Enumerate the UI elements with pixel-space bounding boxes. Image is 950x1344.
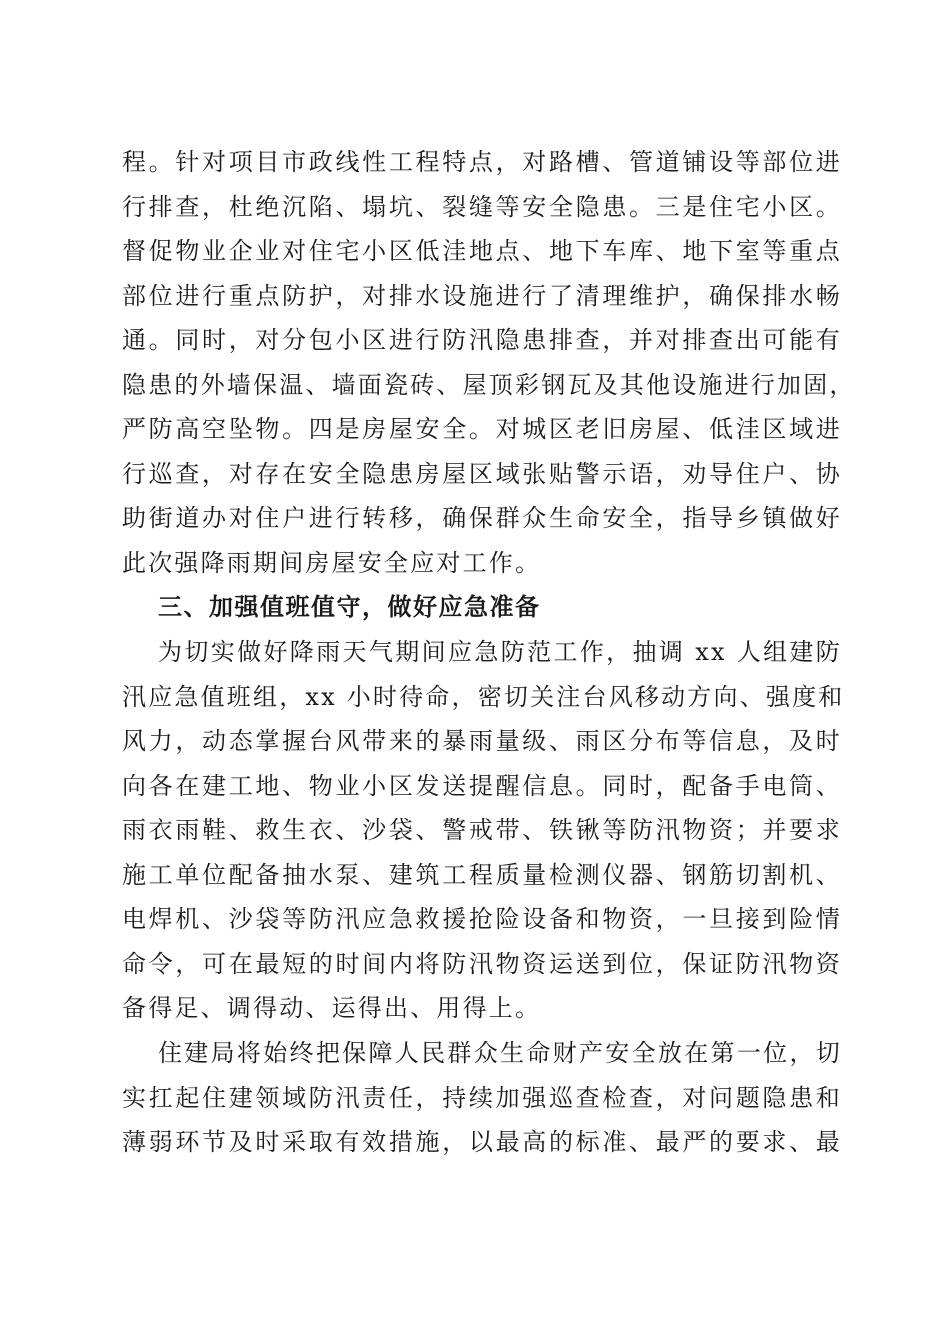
text-line: 此次强降雨期间房屋安全应对工作。 — [122, 548, 542, 577]
text-line: 助街道办对住户进行转移，确保群众生命安全，指导乡镇做好 — [122, 504, 842, 532]
text-line: 行排查，杜绝沉陷、塌坑、裂缝等安全隐患。三是住宅小区。 — [122, 192, 842, 221]
paragraph-emergency-preparation — [122, 630, 845, 1031]
paragraph-continuation — [122, 140, 856, 585]
text-line: 命令，可在最短的时间内将防汛物资运送到位，保证防汛物资 — [122, 949, 842, 978]
text-line: 行巡查，对存在安全隐患房屋区域张贴警示语，劝导住户、协 — [122, 459, 842, 488]
text-line: 薄弱环节及时采取有效措施，以最高的标准、最严的要求、最 — [122, 1128, 842, 1156]
heading-text: 三、加强值班值守，做好应急准备 — [158, 593, 541, 621]
text-line: 向各在建工地、物业小区发送提醒信息。同时，配备手电筒、 — [122, 771, 842, 800]
text-line: 通。同时，对分包小区进行防汛隐患排查，并对排查出可能有 — [122, 326, 842, 354]
text-line: 为切实做好降雨天气期间应急防范工作，抽调 xx 人组建防 — [158, 638, 842, 666]
text-line: 备得足、调得动、运得出、用得上。 — [122, 994, 542, 1022]
paragraph-conclusion — [122, 1031, 842, 1165]
text-line: 施工单位配备抽水泵、建筑工程质量检测仪器、钢筋切割机、 — [122, 860, 842, 889]
text-line: 严防高空坠物。四是房屋安全。对城区老旧房屋、低洼区域进 — [122, 415, 842, 443]
text-line: 住建局将始终把保障人民群众生命财产安全放在第一位，切 — [158, 1039, 842, 1067]
text-line: 实扛起住建领域防汛责任，持续加强巡查检查，对问题隐患和 — [122, 1083, 842, 1112]
section-heading — [122, 585, 842, 630]
text-line: 督促物业企业对住宅小区低洼地点、地下车库、地下室等重点 — [122, 237, 842, 265]
text-line: 部位进行重点防护，对排水设施进行了清理维护，确保排水畅 — [122, 281, 842, 310]
text-line: 汛应急值班组，xx 小时待命，密切关注台风移动方向、强度和 — [122, 682, 845, 711]
text-line: 隐患的外墙保温、墙面瓷砖、屋顶彩钢瓦及其他设施进行加固， — [122, 370, 856, 399]
text-line: 电焊机、沙袋等防汛应急救援抢险设备和物资，一旦接到险情 — [122, 905, 842, 933]
text-line: 程。针对项目市政线性工程特点，对路槽、管道铺设等部位进 — [122, 148, 842, 176]
text-line: 雨衣雨鞋、救生衣、沙袋、警戒带、铁锹等防汛物资；并要求 — [122, 816, 842, 844]
text-line: 风力，动态掌握台风带来的暴雨量级、雨区分布等信息，及时 — [122, 727, 842, 755]
